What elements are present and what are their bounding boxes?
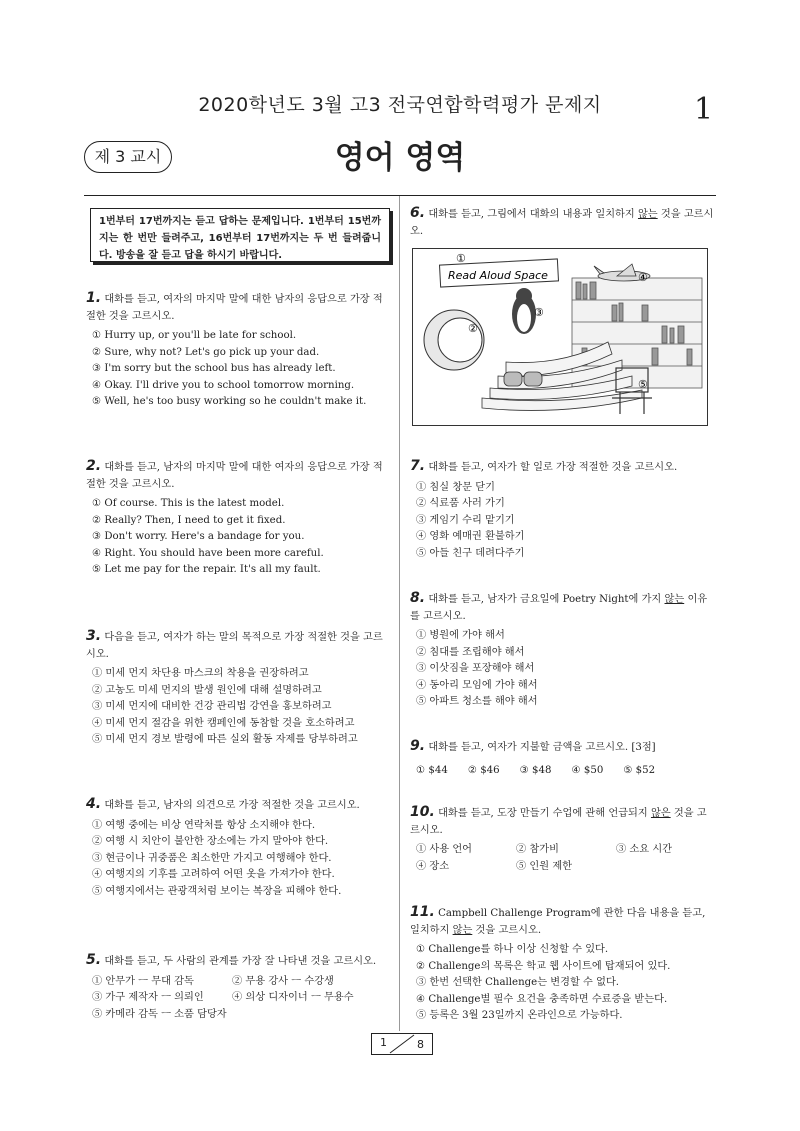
option-1[interactable]: ① 사용 언어 [416,844,473,855]
question-stem: 대화를 듣고, 여자의 마지막 말에 대한 남자의 응답으로 가장 적절한 것을 고르시오. [86,294,383,322]
option-5[interactable]: ⑤ 미세 먼지 경보 발령에 따른 실외 활동 자제를 당부하려고 [92,734,358,745]
question-number: 8. [410,590,426,606]
library-illustration [412,248,708,426]
option-5[interactable]: ⑤ 여행지에서는 관광객처럼 보이는 복장을 피해야 한다. [92,885,342,897]
question-number: 6. [410,205,426,221]
option-3[interactable]: ③ 한번 선택한 Challenge는 변경할 수 없다. [416,977,620,988]
option-4[interactable]: ④ 의상 디자이너 ㅡ 무용수 [232,992,354,1003]
question-2 [86,458,392,579]
option-1[interactable]: ① 안무가 ㅡ 무대 감독 [92,975,194,987]
option-2[interactable]: ② 고농도 미세 먼지의 발생 원인에 대해 설명하려고 [92,684,322,696]
option-3[interactable]: ③ 소요 시간 [616,844,673,855]
option-5[interactable]: ⑤ Well, he's too busy working so he couldn't make it. [92,396,367,407]
question-stem-end: 것을 고르시오. [410,808,707,836]
option-3[interactable]: ③ 가구 제작자 ㅡ 의뢰인 [92,992,204,1003]
option-1[interactable]: ① Of course. This is the latest model. [92,498,285,509]
option-1[interactable]: ① 침실 창문 닫기 [416,481,495,493]
column-divider [399,196,400,1031]
option-5[interactable]: ⑤ 인원 제한 [516,860,573,872]
question-number: 2. [86,458,102,474]
option-4[interactable]: ④ 미세 먼지 절감을 위한 캠페인에 동참할 것을 호소하려고 [92,717,355,729]
option-3[interactable]: ③ 미세 먼지에 대비한 건강 관리법 강연을 홍보하려고 [92,701,332,712]
option-4[interactable]: ④ 영화 예매권 환불하기 [416,531,525,542]
underlined-word: 않는 [637,209,658,220]
marker-5: ⑤ [638,378,648,391]
marker-3: ③ [534,306,544,319]
question-number: 7. [410,458,426,474]
question-9 [410,738,716,779]
option-5[interactable]: ⑤ 아들 친구 데려다주기 [416,547,525,559]
question-stem: 대화를 듣고, 남자의 의견으로 가장 적절한 것을 고르시오. [104,800,360,811]
option-4[interactable]: ④ $50 [571,764,604,776]
subject-title: 영어 영역 [334,140,466,176]
option-1[interactable]: ① 여행 중에는 비상 연락처를 항상 소지해야 한다. [92,819,316,831]
question-number: 9. [410,738,426,754]
option-2[interactable]: ② Sure, why not? Let's go pick up your dad. [92,346,320,358]
question-stem: 대화를 듣고, 남자의 마지막 말에 대한 여자의 응답으로 가장 적절한 것을 고르시오. [86,462,383,490]
total-pages: 8 [417,1038,424,1051]
period-badge: 제 3 교시 [84,141,172,173]
option-4[interactable]: ④ Okay. I'll drive you to school tomorrow morning. [92,379,355,391]
option-2[interactable]: ② Challenge의 목록은 학교 웹 사이트에 탑재되어 있다. [416,960,671,972]
question-stem: 대화를 듣고, 두 사람의 관계를 가장 잘 나타낸 것을 고르시오. [104,956,377,967]
marker-2: ② [468,322,478,335]
question-5 [86,952,392,1023]
underlined-word: 않는 [664,594,685,605]
option-5[interactable]: ⑤ 카메라 감독 ㅡ 소품 담당자 [92,1008,227,1020]
option-5[interactable]: ⑤ 아파트 청소를 해야 해서 [416,696,538,707]
option-3[interactable]: ③ $48 [519,764,552,776]
marker-4: ④ [638,271,648,284]
sign-text: Read Aloud Space [448,269,548,282]
question-1 [86,290,392,411]
question-7 [410,458,716,562]
question-number: 3. [86,628,102,644]
option-1[interactable]: ① $44 [416,764,448,776]
option-4[interactable]: ④ 동아리 모임에 가야 해서 [416,679,538,691]
question-stem-end: 것을 고르시오. [410,209,714,237]
option-2[interactable]: ② 참가비 [516,844,559,855]
option-1[interactable]: ① Challenge를 하나 이상 신청할 수 있다. [416,944,609,955]
option-2[interactable]: ② 침대를 조립해야 해서 [416,646,525,658]
option-5[interactable]: ⑤ Let me pay for the repair. It's all my fault. [92,564,321,575]
option-3[interactable]: ③ 게임기 수리 맡기기 [416,514,515,526]
option-2[interactable]: ② 여행 시 치안이 불안한 장소에는 가지 말아야 한다. [92,836,329,847]
question-stem: 대화를 듣고, 남자가 금요일에 Poetry Night에 가지 [428,594,665,605]
question-11 [410,904,716,1025]
option-4[interactable]: ④ Challenge별 필수 요건을 충족하면 수료증을 받는다. [416,993,668,1005]
question-stem: 대화를 듣고, 도장 만들기 수업에 관해 언급되지 [438,808,651,819]
page-number: 1 [694,92,714,127]
option-3[interactable]: ③ Don't worry. Here's a bandage for you. [92,531,305,542]
question-3 [86,628,392,749]
listening-notice: 1번부터 17번까지는 듣고 답하는 문제입니다. 1번부터 15번까지는 한 번만 들려주고, 16번부터 17번까지는 두 번 들려줍니다. 방송을 잘 듣고 답을 하시기 바랍니다. [90,208,390,262]
option-2[interactable]: ② 식료품 사러 가기 [416,498,505,509]
option-4[interactable]: ④ Right. You should have been more careful. [92,547,324,559]
option-5[interactable]: ⑤ 등록은 3월 23일까지 온라인으로 가능하다. [416,1010,623,1021]
marker-1: ① [456,252,466,265]
question-8 [410,590,716,711]
round-chair-icon [424,310,484,370]
option-2[interactable]: ② 무용 강사 ㅡ 수강생 [232,975,334,987]
question-stem-end: 이유를 고르시오. [410,594,708,622]
option-1[interactable]: ① 병원에 가야 해서 [416,630,505,641]
option-2[interactable]: ② Really? Then, I need to get it fixed. [92,514,286,526]
current-page: 1 [380,1036,387,1049]
question-number: 11. [410,904,435,920]
underlined-word: 않은 [650,808,671,819]
question-stem: 다음을 듣고, 여자가 하는 말의 목적으로 가장 적절한 것을 고르시오. [86,632,383,660]
option-5[interactable]: ⑤ $52 [623,764,656,776]
question-stem-end: 것을 고르시오. [472,924,542,936]
option-3[interactable]: ③ 이삿짐을 포장해야 해서 [416,663,535,674]
option-3[interactable]: ③ 현금이나 귀중품은 최소한만 가지고 여행해야 한다. [92,852,332,864]
question-4 [86,796,392,900]
option-1[interactable]: ① 미세 먼지 차단용 마스크의 착용을 권장하려고 [92,668,309,679]
option-2[interactable]: ② $46 [467,764,500,776]
option-4[interactable]: ④ 여행지의 기후를 고려하여 어떤 옷을 가져가야 한다. [92,869,335,880]
option-4[interactable]: ④ 장소 [416,860,450,872]
question-stem: Campbell Challenge Program에 관한 다음 내용을 듣고, 일치하지 [410,908,706,936]
page-indicator [371,1033,433,1055]
question-6 [410,205,716,240]
question-number: 4. [86,796,102,812]
question-number: 1. [86,290,102,306]
underlined-word: 않는 [452,924,473,936]
exam-title: 2020학년도 3월 고3 전국연합학력평가 문제지 [198,94,602,116]
option-1[interactable]: ① Hurry up, or you'll be late for school. [92,330,297,341]
question-10 [410,804,716,875]
question-stem: 대화를 듣고, 여자가 지불할 금액을 고르시오. [3점] [428,742,656,753]
question-number: 5. [86,952,102,968]
question-stem: 대화를 듣고, 여자가 할 일로 가장 적절한 것을 고르시오. [428,462,678,473]
question-number: 10. [410,804,435,820]
option-3[interactable]: ③ I'm sorry but the school bus has already left. [92,363,336,374]
header-divider [84,195,716,196]
question-stem: 대화를 듣고, 그림에서 대화의 내용과 일치하지 [428,209,638,220]
